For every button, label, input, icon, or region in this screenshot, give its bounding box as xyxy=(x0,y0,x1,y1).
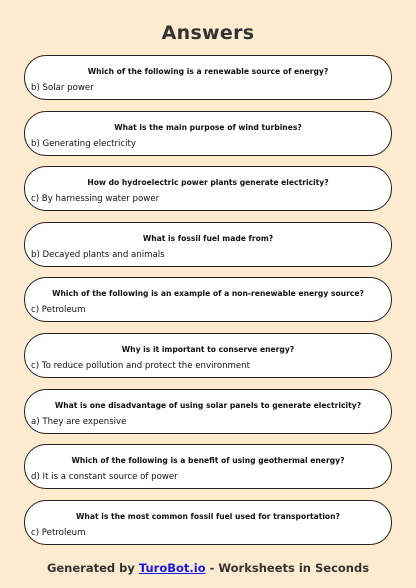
answer-card xyxy=(24,500,392,545)
question-text: What is fossil fuel made from? xyxy=(142,233,274,243)
answer-card xyxy=(24,166,392,211)
answer-card xyxy=(24,333,392,378)
answer-text: c) Petroleum xyxy=(31,527,86,538)
question-text: What is the most common fossil fuel used for transportation? xyxy=(76,511,340,521)
footer xyxy=(0,561,416,575)
answer-card xyxy=(24,111,392,156)
answer-card xyxy=(24,222,392,267)
answer-card xyxy=(24,55,392,100)
question-text: What is the main purpose of wind turbines? xyxy=(114,122,302,132)
page-title: Answers xyxy=(161,22,255,44)
answer-text: b) Decayed plants and animals xyxy=(31,249,165,260)
question-text: How do hydroelectric power plants generate electricity? xyxy=(87,178,329,188)
answer-text: c) Petroleum xyxy=(31,305,86,316)
answer-card xyxy=(24,444,392,489)
turobot-link[interactable]: TuroBot.io xyxy=(138,561,206,575)
question-text: Which of the following is an example of a non-renewable energy source? xyxy=(52,289,364,299)
footer-prefix: Generated by xyxy=(46,561,135,575)
footer-suffix: - Worksheets in Seconds xyxy=(209,561,370,575)
question-text: Which of the following is a benefit of using geothermal energy? xyxy=(71,456,345,466)
question-text: Why is it important to conserve energy? xyxy=(121,344,295,354)
answer-text: b) Generating electricity xyxy=(31,138,136,149)
answer-text: a) They are expensive xyxy=(31,416,127,427)
answer-card xyxy=(24,389,392,434)
answer-list xyxy=(24,55,392,555)
answer-text: c) By harnessing water power xyxy=(31,194,160,205)
answer-text: c) To reduce pollution and protect the environment xyxy=(31,360,250,371)
question-text: Which of the following is a renewable source of energy? xyxy=(87,67,329,76)
answer-card xyxy=(24,277,392,322)
answer-text: d) It is a constant source of power xyxy=(31,472,178,483)
question-text: What is one disadvantage of using solar panels to generate electricity? xyxy=(54,400,362,410)
answer-text: b) Solar power xyxy=(31,83,94,93)
